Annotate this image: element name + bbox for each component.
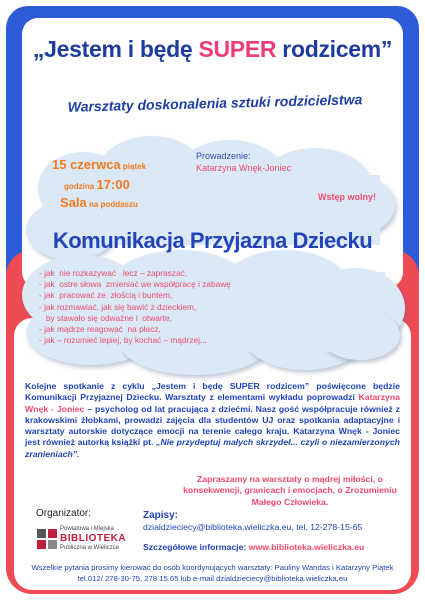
signup-label: Zapisy:	[143, 510, 179, 521]
presenter-highlight: Katarzyna Wnęk - Joniec	[25, 392, 400, 414]
topic-item: - jak pracować ze złością i buntem,	[39, 290, 173, 301]
presenter-name: Katarzyna Wnęk-Joniec	[196, 163, 292, 173]
footer-note	[0, 563, 425, 584]
poster-title: „Jestem i będę SUPER rodzicem”	[32, 36, 393, 62]
organizer-label: Organizator:	[36, 508, 92, 519]
subtitle: Warsztaty doskonalenia sztuki rodzicielstwa	[67, 91, 363, 115]
event-room: Sala na poddaszu	[60, 195, 138, 210]
logo-text-top: Powiatowa i Miejska	[60, 526, 115, 532]
footer-line: Wszelkie pytania prosimy kierować do osób koordynujących warsztaty: Pauliny Wandas i Katarzyny Piątek	[31, 563, 394, 572]
topic-item: - jak – rozumieć lepiej, by kochać – mądrzej...	[39, 335, 207, 346]
free-entry-note: Wstęp wolny!	[318, 192, 376, 202]
description-paragraph: Kolejne spotkanie z cyklu „Jestem i będę SUPER rodzicem” poświęcone będzie Komunikacji Przyjaznej Dziecku. Warsztaty z elementami wykładu poprowadzi Katarzyna Wnęk - Joniec – psycholog od lat pracująca z dziećmi. Nasz gość współpracuje również z krakowskimi żłobkami, prowadzi zajęcia dla studentów UJ oraz spotkania adaptacyjne i warsztaty autorskie dotyczące emocji na terenie całego kraju. Katarzyna Wnęk - Joniec jest również autorką książki pt. „Nie przydeptuj małych skrzydeł... czyli o niezamierzonych zranieniach”.	[25, 381, 400, 459]
event-time: godzina 17:00	[64, 177, 130, 192]
presenter-label: Prowadzenie:	[196, 151, 251, 161]
topic-item: - jak nie rozkazywać lecz – zapraszać,	[39, 268, 188, 278]
topics-list	[39, 268, 231, 346]
topic-item: by stawało się odważne i otwarte,	[39, 312, 172, 323]
logo-text-bottom: Publiczna w Wieliczce	[60, 545, 120, 551]
footer-line: tel.012/ 278-30-75, 278 15 65 lub e-mail dzialdzieciecy@biblioteka.wieliczka.eu	[77, 573, 348, 583]
event-date: 15 czerwca piątek	[52, 157, 147, 172]
book-title: „Nie przydeptuj małych skrzydeł... czyli o niezamierzonych zranieniach”.	[25, 437, 400, 459]
logo-text-main: BIBLIOTEKA	[60, 533, 127, 544]
library-logo	[37, 523, 131, 556]
topic-item: - jak rozmawiać, jak się bawić z dzieckiem,	[39, 301, 197, 312]
invitation-text: Zapraszamy na warsztaty o mądrej miłości, o konsekwencji, granicach i emocjach, o Zrozumieniu Małego Człowieka.	[183, 474, 397, 507]
details-line: Szczegółowe informacje: www.biblioteka.wieliczka.eu	[143, 542, 365, 552]
topic-item: - jak ostre słowa zmieniać we współpracę i zabawę	[39, 279, 231, 290]
library-logo-icon	[37, 529, 57, 549]
workshop-heading: Komunikacja Przyjazna Dziecku	[52, 228, 373, 253]
topic-item: - jak mądrze reagować na płacz,	[39, 324, 161, 335]
library-website-link[interactable]: www.biblioteka.wieliczka.eu	[248, 542, 365, 552]
signup-contact[interactable]: dzialdzieciecy@biblioteka.wieliczka.eu, tel. 12-278-15-65	[143, 522, 363, 532]
